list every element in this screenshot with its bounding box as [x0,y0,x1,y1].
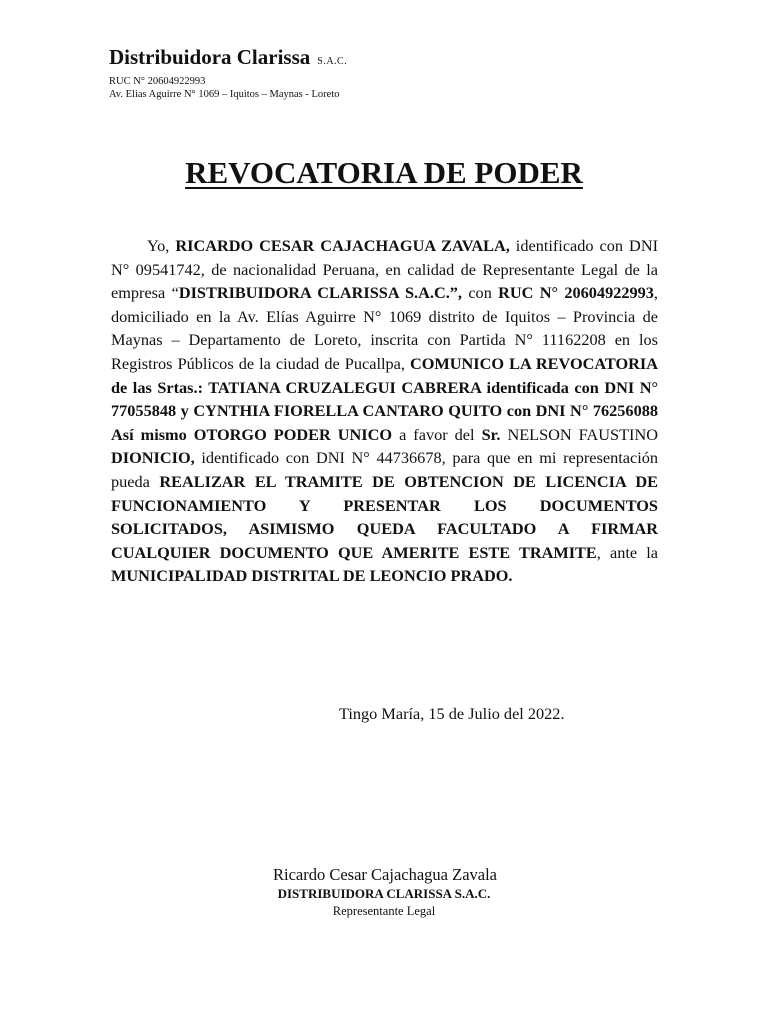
document-title: REVOCATORIA DE PODER [185,155,583,190]
body-segment-bold: REALIZAR EL TRAMITE DE OBTENCION DE LICENCIA DE FUNCIONAMIENTO Y PRESENTAR LOS DOCUMENTOS SOLICITADOS, ASIMISMO QUEDA FACULTADO A FIRMAR CUALQUIER DOCUMENTO QUE AMERITE ESTE TRAMITE [111,471,658,562]
date-line: Tingo María, 15 de Julio del 2022. [339,704,565,723]
company-address: Av. Elias Aguirre N° 1069 – Iquitos – Maynas - Loreto [109,89,340,100]
signer-company: DISTRIBUIDORA CLARISSA S.A.C. [277,886,491,901]
body-segment: a favor del [392,424,482,444]
body-segment-bold: MUNICIPALIDAD DISTRITAL DE LEONCIO PRADO. [111,566,513,586]
company-ruc: RUC N° 20604922993 [109,76,206,87]
company-name-line [109,44,347,75]
body-segment: NELSON FAUSTINO [500,424,658,444]
company-suffix: S.A.C. [317,56,348,67]
body-segment-bold: COMUNICO LA REVOCATORIA de las Srtas.: TATIANA CRUZALEGUI CABRERA identificada con DNI N° 77055848 y CYNTHIA FIORELLA CANTARO QUITO con DNI N° 76256088 Así mismo OTORGO PODER UNICO [111,353,658,444]
company-name: Distribuidora Clarissa [109,45,311,69]
body-segment-bold: RICARDO CESAR CAJACHAGUA ZAVALA, [175,236,510,255]
signer-name: Ricardo Cesar Cajachagua Zavala [272,865,497,884]
body-segment-bold: Sr. [481,424,501,444]
body-paragraph [111,234,658,588]
signer-role: Representante Legal [332,904,436,918]
body-segment-bold: DISTRIBUIDORA CLARISSA S.A.C.”, [178,283,462,303]
body-segment: identificado con DNI N° 44736678, para que en mi representación pueda [111,448,658,491]
body-segment-bold: DIONICIO, [111,448,195,468]
body-segment: , ante la [596,542,659,562]
signature-block [0,864,768,920]
body-segment: identificado con DNI N° 09541742, de nacionalidad Peruana, en calidad de Representante Legal de la empresa “ [111,236,658,303]
body-segment-bold: RUC N° 20604922993 [498,283,654,303]
body-segment: con [462,283,499,303]
body-segment: Yo, [147,236,176,255]
letterhead [109,44,347,101]
body-segment: , domiciliado en la Av. Elías Aguirre N° 1069 distrito de Iquitos – Provincia de Maynas – Departamento de Loreto, inscrita con Partida N° 11162208 en los Registros Públicos de la ciudad de Pucallpa, [111,283,658,373]
